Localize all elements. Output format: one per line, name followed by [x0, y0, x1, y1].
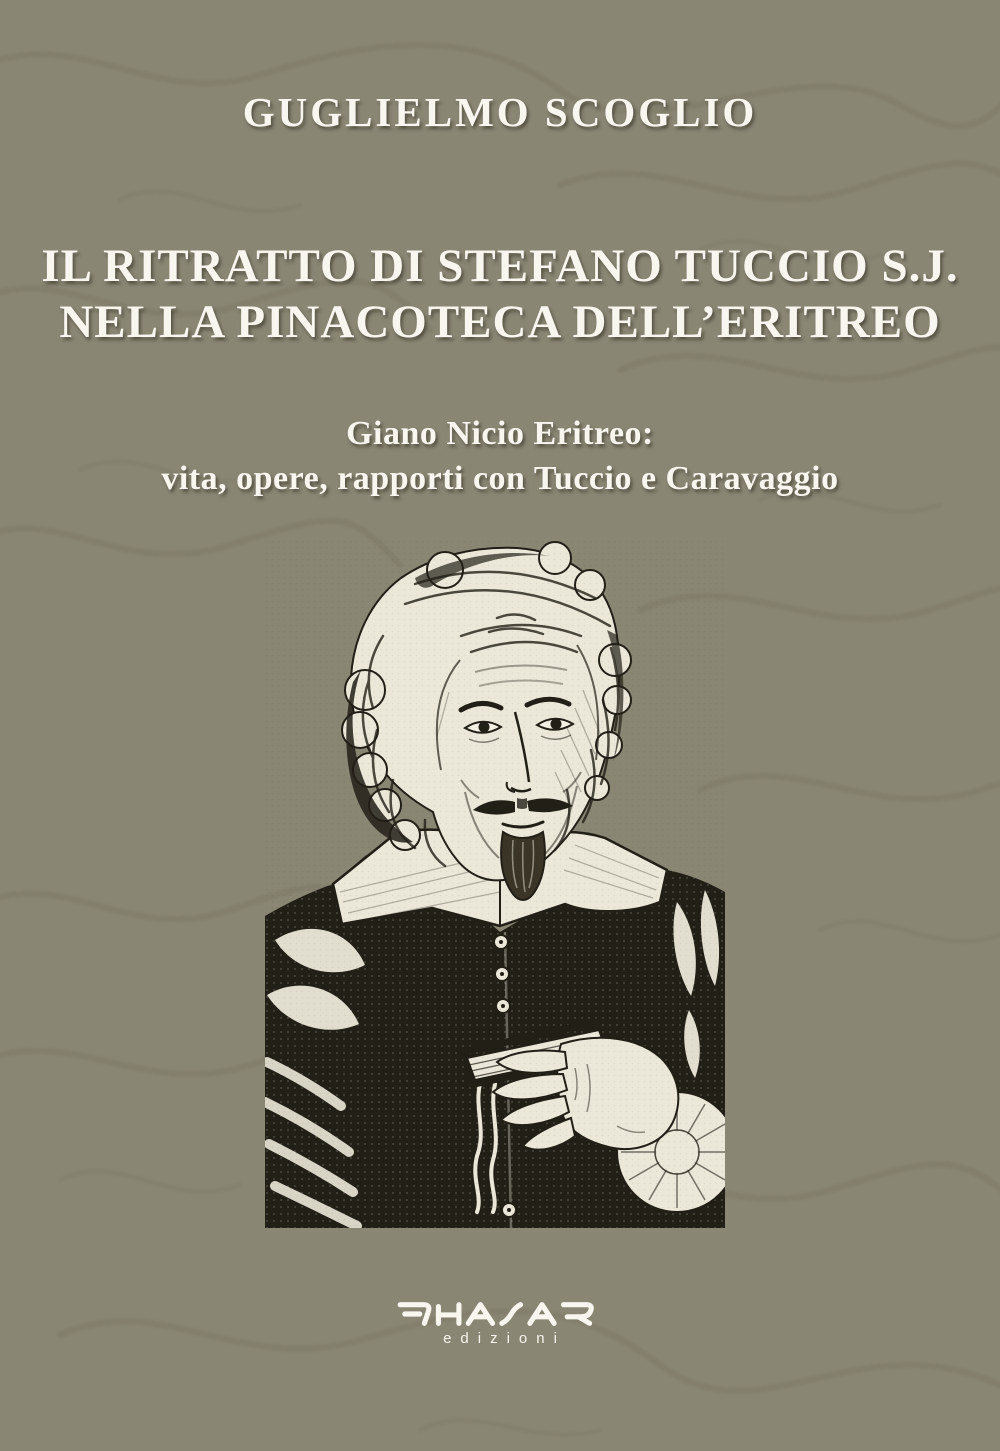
book-title-line-2: NELLA PINACOTECA DELL’ERITREO: [59, 296, 941, 348]
book-title-line-1: IL RITRATTO DI STEFANO TUCCIO S.J.: [41, 240, 959, 292]
author-name: GUGLIELMO SCOGLIO: [242, 89, 758, 135]
phasar-logo-icon: [391, 1300, 609, 1328]
book-subtitle: [0, 411, 1000, 501]
book-title: [0, 238, 1000, 350]
portrait-engraving: [265, 540, 725, 1228]
book-subtitle-line-1: Giano Nicio Eritreo:: [346, 415, 654, 452]
publisher-imprint: edizioni: [443, 1330, 566, 1347]
publisher-logo: [0, 1300, 1000, 1347]
book-subtitle-line-2: vita, opere, rapporti con Tuccio e Caravaggio: [161, 460, 839, 497]
